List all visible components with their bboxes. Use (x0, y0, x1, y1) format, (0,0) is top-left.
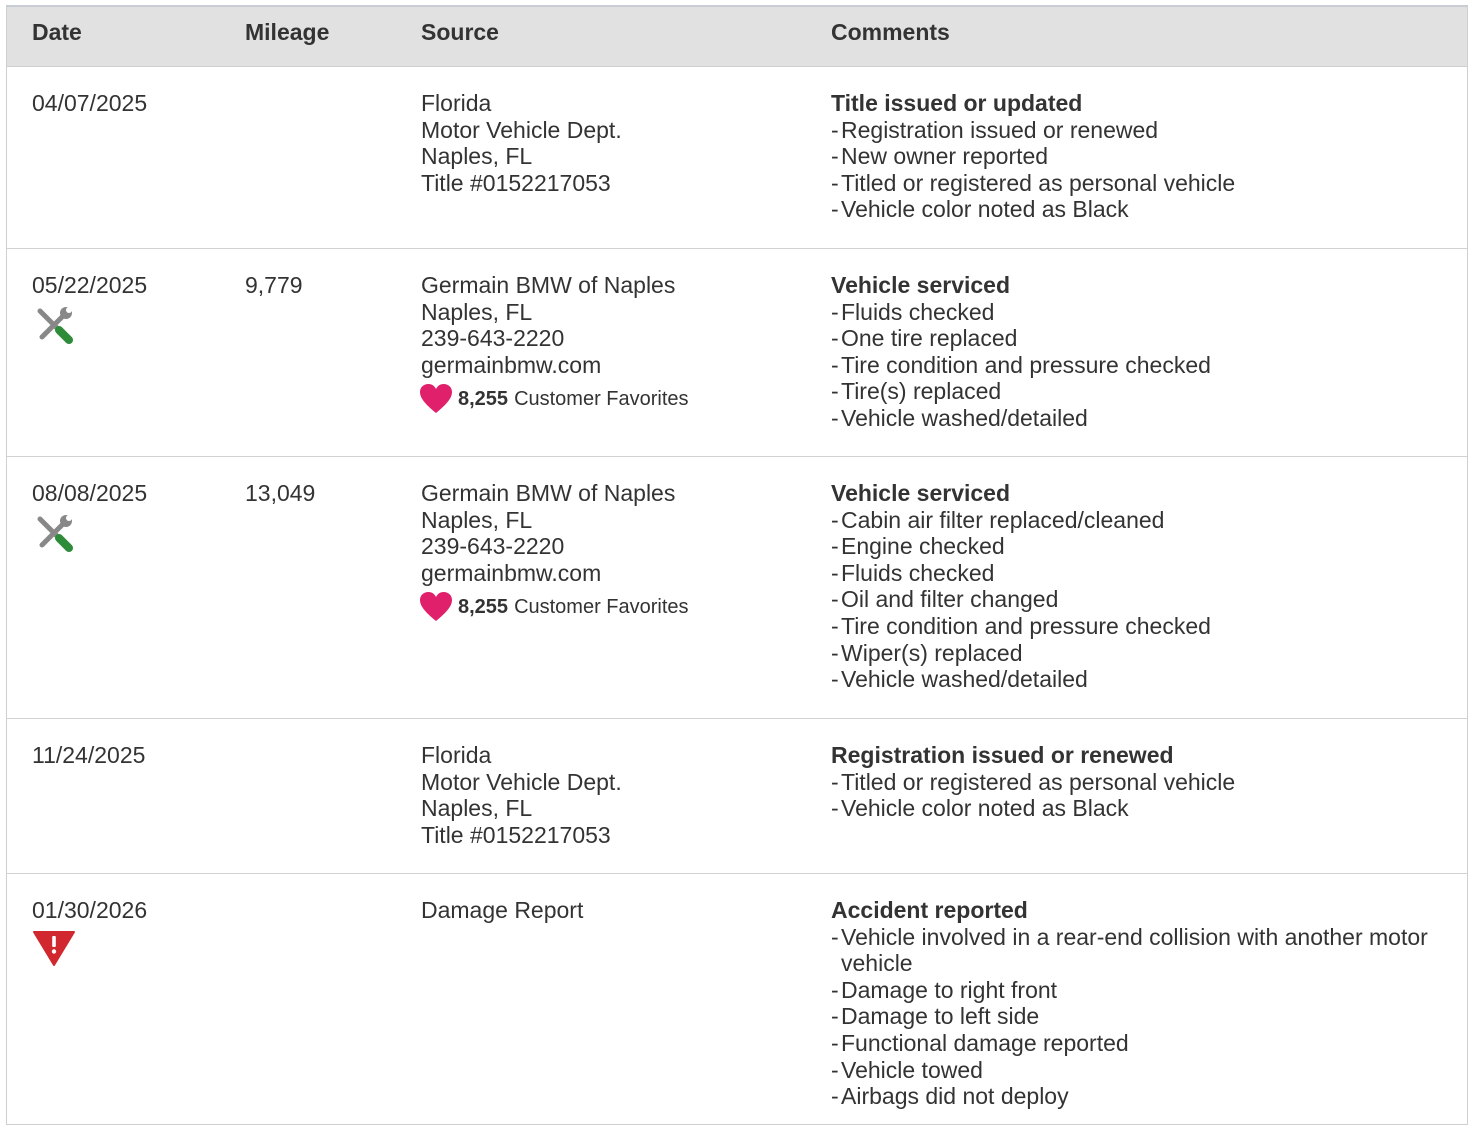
date-cell (32, 90, 147, 117)
mileage-cell: 9,779 (245, 272, 303, 298)
date-cell (32, 480, 147, 555)
comment-item: - Tire condition and pressure checked (831, 351, 1211, 378)
header-comments: Comments (831, 19, 950, 45)
comment-item: - New owner reported (831, 143, 1049, 170)
table-row (7, 719, 1467, 874)
comment-item: - One tire replaced (831, 325, 1018, 352)
source-name: Florida (421, 742, 492, 768)
table-row (7, 874, 1467, 1134)
service-tools-icon (32, 511, 76, 555)
comment-item: - Tire(s) replaced (831, 378, 1002, 405)
customer-favorites[interactable] (421, 383, 811, 415)
comment-item: - Vehicle color noted as Black (831, 196, 1129, 223)
comment-item: - Damage to left side (831, 1003, 1040, 1030)
record-date: 01/30/2026 (32, 897, 148, 923)
comment-item: - Vehicle washed/detailed (831, 666, 1088, 693)
comments-cell (831, 90, 1451, 223)
comments-cell (831, 742, 1451, 822)
comment-item: - Titled or registered as personal vehicle (831, 169, 1236, 196)
comment-item: - Functional damage reported (831, 1029, 1129, 1056)
comments-cell (831, 897, 1451, 1110)
record-date: 04/07/2025 (32, 90, 148, 116)
comment-item: - Vehicle involved in a rear-end collision with another motor vehicle (831, 923, 1428, 977)
comments-cell (831, 480, 1451, 693)
source-dept: Motor Vehicle Dept. (421, 116, 622, 143)
source-title-number: Title #0152217053 (421, 821, 611, 848)
table-row (7, 67, 1467, 249)
comment-item: - Titled or registered as personal vehicle (831, 768, 1236, 795)
source-cell (421, 90, 811, 196)
source-location: Naples, FL (421, 795, 533, 822)
comment-item: - Wiper(s) replaced (831, 639, 1023, 666)
header-date: Date (32, 19, 82, 45)
comment-item: - Tire condition and pressure checked (831, 612, 1211, 639)
source-phone[interactable]: 239-643-2220 (421, 533, 565, 560)
date-cell (32, 272, 147, 347)
source-cell (421, 272, 811, 415)
service-tools-icon (32, 303, 76, 347)
source-name: Germain BMW of Naples (421, 272, 676, 298)
favorites-label: Customer Favorites (514, 596, 689, 619)
date-cell (32, 897, 147, 971)
source-cell (421, 742, 811, 848)
heart-icon (419, 591, 453, 623)
source-name: Damage Report (421, 897, 584, 923)
header-mileage: Mileage (245, 19, 330, 45)
header-source: Source (421, 19, 499, 45)
comment-item: - Airbags did not deploy (831, 1083, 1069, 1110)
comment-item: - Damage to right front (831, 976, 1058, 1003)
favorites-label: Customer Favorites (514, 388, 689, 411)
mileage-cell: 13,049 (245, 480, 316, 506)
customer-favorites[interactable] (421, 591, 811, 623)
comment-item: - Vehicle washed/detailed (831, 404, 1088, 431)
record-date: 05/22/2025 (32, 272, 148, 298)
comment-title: Vehicle serviced (831, 480, 1011, 506)
comment-item: - Registration issued or renewed (831, 116, 1159, 143)
source-website[interactable]: germainbmw.com (421, 559, 602, 586)
comment-title: Registration issued or renewed (831, 742, 1174, 768)
record-date: 11/24/2025 (32, 742, 146, 768)
comments-cell (831, 272, 1451, 432)
date-cell (32, 742, 145, 769)
comment-title: Vehicle serviced (831, 272, 1011, 298)
source-name: Germain BMW of Naples (421, 480, 676, 506)
heart-icon (419, 383, 453, 415)
vehicle-history-table (6, 5, 1468, 1125)
comment-item: - Fluids checked (831, 559, 995, 586)
table-row (7, 249, 1467, 457)
source-dept: Motor Vehicle Dept. (421, 768, 622, 795)
record-date: 08/08/2025 (32, 480, 148, 506)
table-row (7, 457, 1467, 719)
comment-item: - Cabin air filter replaced/cleaned (831, 506, 1165, 533)
source-location: Naples, FL (421, 298, 533, 325)
source-cell (421, 480, 811, 623)
source-location: Naples, FL (421, 506, 533, 533)
comment-item: - Vehicle color noted as Black (831, 795, 1129, 822)
source-location: Naples, FL (421, 143, 533, 170)
source-name: Florida (421, 90, 492, 116)
comment-title: Title issued or updated (831, 90, 1083, 116)
table-header (7, 7, 1467, 67)
comment-item: - Oil and filter changed (831, 586, 1059, 613)
source-cell (421, 897, 811, 924)
comment-item: - Engine checked (831, 533, 1005, 560)
warning-triangle-icon (32, 927, 76, 971)
source-phone[interactable]: 239-643-2220 (421, 325, 565, 352)
comment-item: - Fluids checked (831, 298, 995, 325)
source-title-number: Title #0152217053 (421, 169, 611, 196)
comment-item: - Vehicle towed (831, 1056, 983, 1083)
comment-title: Accident reported (831, 897, 1028, 923)
favorites-count: 8,255 (458, 596, 509, 619)
source-website[interactable]: germainbmw.com (421, 351, 602, 378)
favorites-count: 8,255 (458, 388, 509, 411)
